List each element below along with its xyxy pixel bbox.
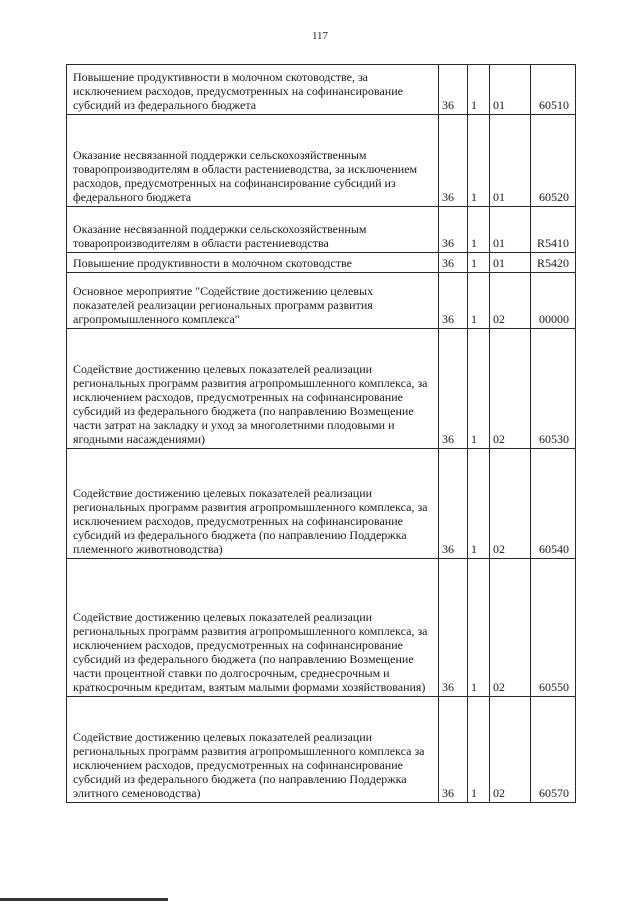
event-code: 01 <box>490 65 531 115</box>
row-description: Содействие достижению целевых показателей реализации региональных программ развития агропромышленного комплекса, за исключением расходов, предусмотренных на софинансирование субсидий из федерального бюджета (по направлению Возмещение части процентной ставки по долгосрочным, среднесрочным и краткосрочным кредитам, взятым малыми формами хозяйствования) <box>67 559 439 697</box>
program-code: 36 <box>439 253 468 273</box>
table-row <box>67 697 576 803</box>
item-code: 60530 <box>531 329 576 449</box>
row-description: Содействие достижению целевых показателей реализации региональных программ развития агропромышленного комплекса, за исключением расходов, предусмотренных на софинансирование субсидий из федерального бюджета (по направлению Поддержка племенного животноводства) <box>67 449 439 559</box>
event-code: 02 <box>490 559 531 697</box>
table-row <box>67 253 576 273</box>
table-row <box>67 207 576 253</box>
row-description: Оказание несвязанной поддержки сельскохозяйственным товаропроизводителям в области растениеводства <box>67 207 439 253</box>
row-description: Содействие достижению целевых показателей реализации региональных программ развития агропромышленного комплекса за исключением расходов, предусмотренных на софинансирование субсидий из федерального бюджета (по направлению Поддержка элитного семеноводства) <box>67 697 439 803</box>
event-code: 02 <box>490 449 531 559</box>
subprogram-code: 1 <box>468 253 490 273</box>
program-code: 36 <box>439 329 468 449</box>
table-row <box>67 273 576 329</box>
item-code: 60510 <box>531 65 576 115</box>
subprogram-code: 1 <box>468 115 490 207</box>
item-code: R5410 <box>531 207 576 253</box>
subprogram-code: 1 <box>468 273 490 329</box>
item-code: 60540 <box>531 449 576 559</box>
row-description: Содействие достижению целевых показателей реализации региональных программ развития агропромышленного комплекса, за исключением расходов, предусмотренных на софинансирование субсидий из федерального бюджета (по направлению Возмещение части затрат на закладку и уход за многолетними плодовыми и ягодными насаждениями) <box>67 329 439 449</box>
subprogram-code: 1 <box>468 449 490 559</box>
program-code: 36 <box>439 449 468 559</box>
page-number: 117 <box>311 30 329 42</box>
event-code: 01 <box>490 253 531 273</box>
program-code: 36 <box>439 65 468 115</box>
program-code: 36 <box>439 697 468 803</box>
event-code: 02 <box>490 273 531 329</box>
scan-edge-line <box>0 898 168 901</box>
item-code: 00000 <box>531 273 576 329</box>
item-code: R5420 <box>531 253 576 273</box>
item-code: 60550 <box>531 559 576 697</box>
row-description: Основное мероприятие "Содействие достижению целевых показателей реализации региональных программ развития агропромышленного комплекса" <box>67 273 439 329</box>
event-code: 01 <box>490 115 531 207</box>
event-code: 02 <box>490 329 531 449</box>
subprogram-code: 1 <box>468 329 490 449</box>
event-code: 01 <box>490 207 531 253</box>
subprogram-code: 1 <box>468 207 490 253</box>
table-row <box>67 65 576 115</box>
table-row <box>67 449 576 559</box>
event-code: 02 <box>490 697 531 803</box>
subprogram-code: 1 <box>468 697 490 803</box>
row-description: Повышение продуктивности в молочном скотоводстве, за исключением расходов, предусмотренных на софинансирование субсидий из федерального бюджета <box>67 65 439 115</box>
program-code: 36 <box>439 273 468 329</box>
program-code: 36 <box>439 559 468 697</box>
program-code: 36 <box>439 115 468 207</box>
item-code: 60520 <box>531 115 576 207</box>
item-code: 60570 <box>531 697 576 803</box>
subprogram-code: 1 <box>468 559 490 697</box>
subprogram-code: 1 <box>468 65 490 115</box>
row-description: Повышение продуктивности в молочном скотоводстве <box>67 253 439 273</box>
row-description: Оказание несвязанной поддержки сельскохозяйственным товаропроизводителям в области растениеводства, за исключением расходов, предусмотренных на софинансирование субсидий из федерального бюджета <box>67 115 439 207</box>
table-row <box>67 559 576 697</box>
table-row <box>67 115 576 207</box>
budget-table <box>66 64 576 803</box>
program-code: 36 <box>439 207 468 253</box>
table-row <box>67 329 576 449</box>
